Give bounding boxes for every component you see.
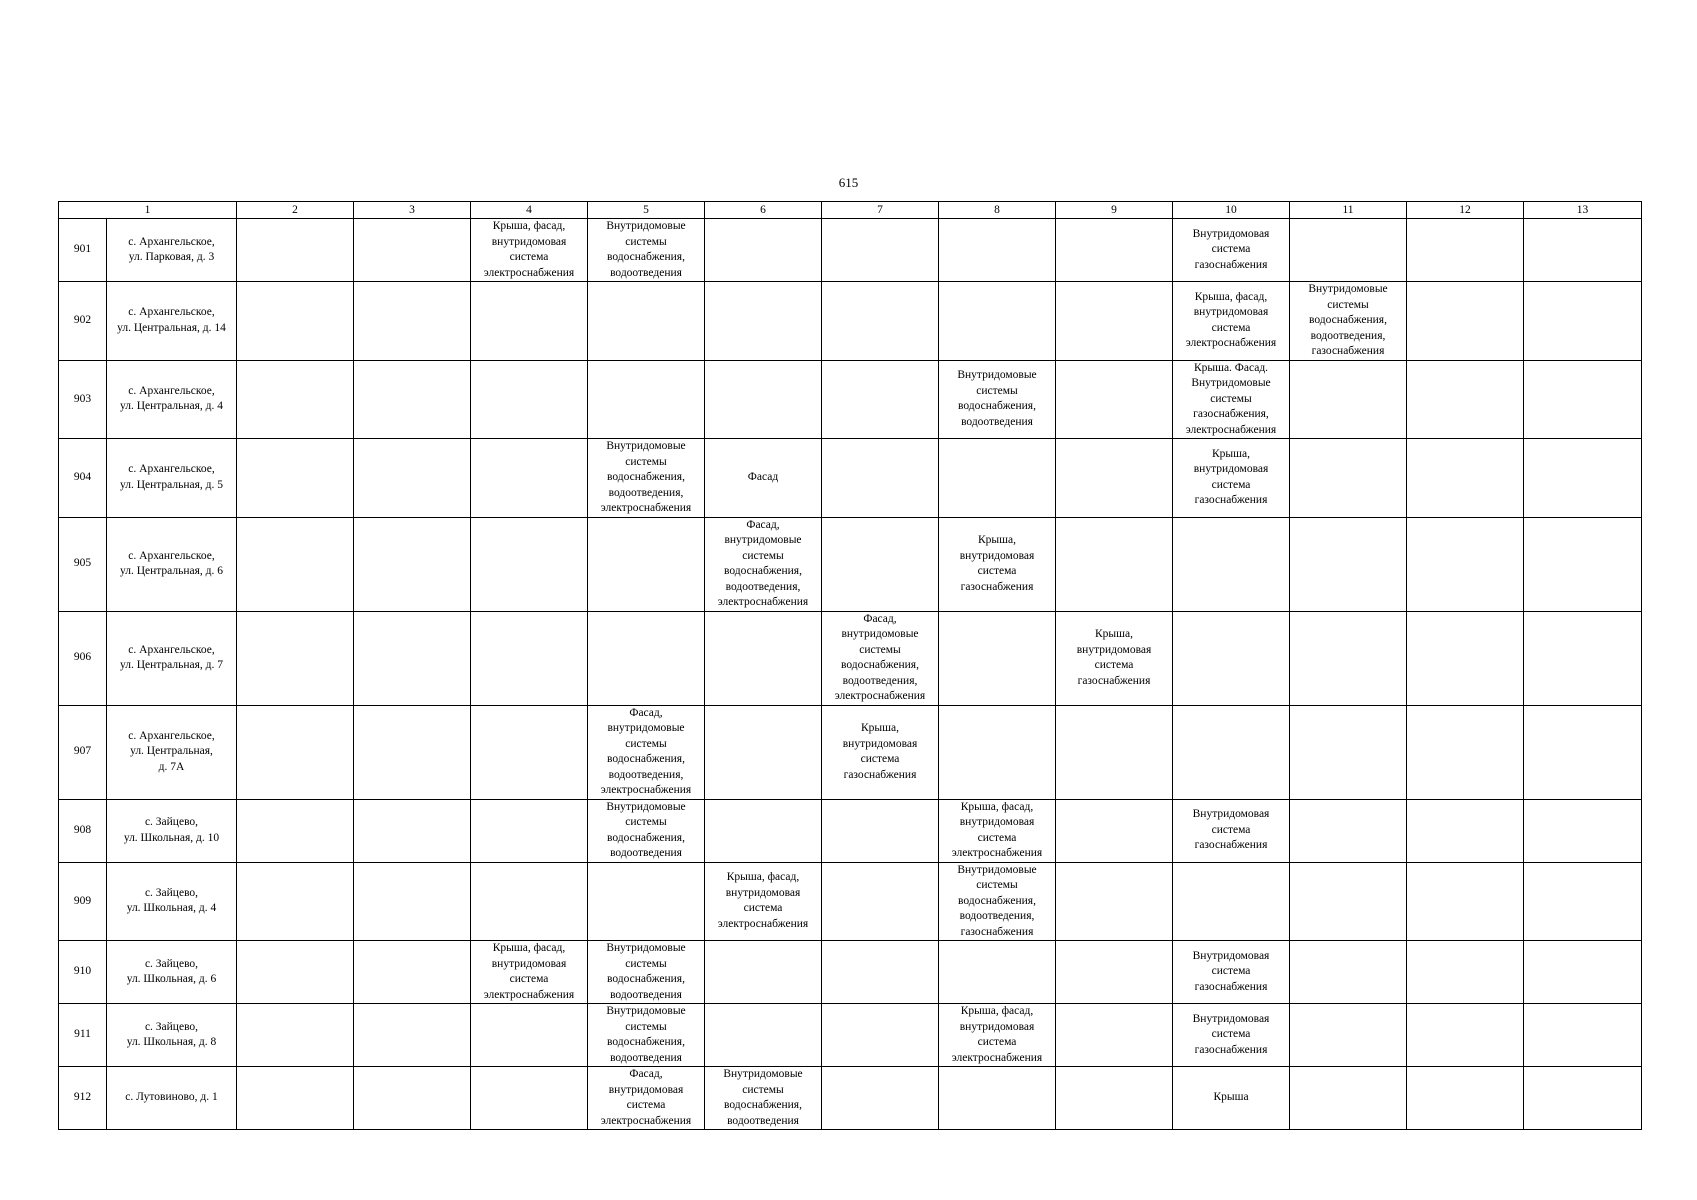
- address-cell: с. Архангельское, ул. Центральная, д. 4: [107, 360, 237, 439]
- row-number: 903: [59, 360, 107, 439]
- work-cell: [1056, 1004, 1173, 1067]
- schedule-table: [58, 201, 1642, 1130]
- address-cell: с. Архангельское, ул. Центральная, д. 7А: [107, 705, 237, 799]
- work-cell: [237, 862, 354, 941]
- work-cell: [471, 1067, 588, 1130]
- row-number: 910: [59, 941, 107, 1004]
- header-cell: 6: [705, 202, 822, 219]
- work-cell: [471, 1004, 588, 1067]
- header-cell: 1: [59, 202, 237, 219]
- work-cell: Внутридомовые системы водоснабжения, водоотведения: [939, 360, 1056, 439]
- work-cell: [1173, 862, 1290, 941]
- work-cell: [1407, 705, 1524, 799]
- header-cell: 8: [939, 202, 1056, 219]
- work-cell: Крыша, фасад, внутридомовая система электроснабжения: [939, 799, 1056, 862]
- work-cell: [1290, 611, 1407, 705]
- work-cell: Внутридомовые системы водоснабжения, водоотведения, электроснабжения: [588, 439, 705, 518]
- address-cell: с. Архангельское, ул. Центральная, д. 6: [107, 517, 237, 611]
- work-cell: [1407, 517, 1524, 611]
- work-cell: [471, 517, 588, 611]
- work-cell: [1524, 705, 1642, 799]
- work-cell: [1407, 611, 1524, 705]
- work-cell: Фасад, внутридомовые системы водоснабжения, водоотведения, электроснабжения: [588, 705, 705, 799]
- table-row: [59, 799, 1642, 862]
- work-cell: Внутридомовые системы водоснабжения, водоотведения: [588, 799, 705, 862]
- work-cell: [1290, 705, 1407, 799]
- address-cell: с. Архангельское, ул. Центральная, д. 7: [107, 611, 237, 705]
- table-row: [59, 360, 1642, 439]
- row-number: 901: [59, 219, 107, 282]
- work-cell: [822, 282, 939, 361]
- work-cell: [237, 439, 354, 518]
- work-cell: [822, 360, 939, 439]
- work-cell: Внутридомовая система газоснабжения: [1173, 799, 1290, 862]
- work-cell: [1056, 517, 1173, 611]
- work-cell: [1407, 282, 1524, 361]
- work-cell: [354, 282, 471, 361]
- work-cell: [705, 705, 822, 799]
- work-cell: [237, 1004, 354, 1067]
- work-cell: [1056, 862, 1173, 941]
- work-cell: [471, 360, 588, 439]
- row-number: 908: [59, 799, 107, 862]
- work-cell: Крыша: [1173, 1067, 1290, 1130]
- work-cell: Крыша, внутридомовая система газоснабжения: [822, 705, 939, 799]
- work-cell: [939, 282, 1056, 361]
- work-cell: [822, 862, 939, 941]
- work-cell: [939, 705, 1056, 799]
- work-cell: [1290, 517, 1407, 611]
- header-cell: 11: [1290, 202, 1407, 219]
- address-cell: с. Зайцево, ул. Школьная, д. 6: [107, 941, 237, 1004]
- work-cell: [1407, 360, 1524, 439]
- work-cell: [1056, 360, 1173, 439]
- work-cell: [237, 219, 354, 282]
- work-cell: [1056, 941, 1173, 1004]
- work-cell: [1407, 862, 1524, 941]
- header-cell: 9: [1056, 202, 1173, 219]
- work-cell: Внутридомовые системы водоснабжения, водоотведения, газоснабжения: [939, 862, 1056, 941]
- work-cell: [588, 360, 705, 439]
- work-cell: [705, 282, 822, 361]
- work-cell: [1407, 1004, 1524, 1067]
- work-cell: Внутридомовые системы водоснабжения, водоотведения: [705, 1067, 822, 1130]
- work-cell: [354, 705, 471, 799]
- work-cell: [1290, 360, 1407, 439]
- work-cell: [1524, 1004, 1642, 1067]
- page-number: 615: [838, 175, 859, 190]
- work-cell: [354, 611, 471, 705]
- table-row: [59, 611, 1642, 705]
- work-cell: [1524, 360, 1642, 439]
- table-row: [59, 517, 1642, 611]
- work-cell: [1407, 439, 1524, 518]
- work-cell: [1524, 862, 1642, 941]
- work-cell: [1056, 439, 1173, 518]
- address-cell: с. Зайцево, ул. Школьная, д. 4: [107, 862, 237, 941]
- work-cell: [354, 517, 471, 611]
- work-cell: [822, 1067, 939, 1130]
- work-cell: [822, 799, 939, 862]
- work-cell: [1173, 611, 1290, 705]
- row-number: 909: [59, 862, 107, 941]
- work-cell: [1290, 862, 1407, 941]
- work-cell: Фасад, внутридомовая система электроснабжения: [588, 1067, 705, 1130]
- work-cell: [822, 1004, 939, 1067]
- work-cell: Крыша, внутридомовая система газоснабжения: [1173, 439, 1290, 518]
- work-cell: [237, 360, 354, 439]
- work-cell: [354, 219, 471, 282]
- work-cell: [1290, 799, 1407, 862]
- table-row: [59, 219, 1642, 282]
- work-cell: [588, 517, 705, 611]
- work-cell: [1173, 517, 1290, 611]
- header-cell: 2: [237, 202, 354, 219]
- table-row: [59, 439, 1642, 518]
- work-cell: [705, 219, 822, 282]
- work-cell: [1524, 611, 1642, 705]
- work-cell: Фасад, внутридомовые системы водоснабжения, водоотведения, электроснабжения: [705, 517, 822, 611]
- address-cell: с. Зайцево, ул. Школьная, д. 10: [107, 799, 237, 862]
- work-cell: [1524, 219, 1642, 282]
- work-cell: [822, 517, 939, 611]
- header-cell: 4: [471, 202, 588, 219]
- work-cell: [822, 439, 939, 518]
- header-row: [59, 202, 1642, 219]
- work-cell: [471, 611, 588, 705]
- work-cell: [354, 862, 471, 941]
- work-cell: [705, 941, 822, 1004]
- row-number: 911: [59, 1004, 107, 1067]
- work-cell: [471, 799, 588, 862]
- work-cell: Крыша, фасад, внутридомовая система электроснабжения: [471, 219, 588, 282]
- work-cell: [1056, 282, 1173, 361]
- work-cell: [705, 360, 822, 439]
- work-cell: [939, 439, 1056, 518]
- work-cell: Фасад: [705, 439, 822, 518]
- row-number: 912: [59, 1067, 107, 1130]
- work-cell: [705, 1004, 822, 1067]
- work-cell: [1056, 219, 1173, 282]
- work-cell: [588, 862, 705, 941]
- work-cell: [1524, 517, 1642, 611]
- work-cell: [354, 941, 471, 1004]
- address-cell: с. Архангельское, ул. Центральная, д. 5: [107, 439, 237, 518]
- header-cell: 3: [354, 202, 471, 219]
- work-cell: Крыша, фасад, внутридомовая система электроснабжения: [705, 862, 822, 941]
- work-cell: [705, 799, 822, 862]
- work-cell: [1290, 941, 1407, 1004]
- address-cell: с. Архангельское, ул. Парковая, д. 3: [107, 219, 237, 282]
- work-cell: [354, 360, 471, 439]
- work-cell: [1407, 219, 1524, 282]
- work-cell: Внутридомовые системы водоснабжения, водоотведения: [588, 219, 705, 282]
- work-cell: [237, 941, 354, 1004]
- address-cell: с. Архангельское, ул. Центральная, д. 14: [107, 282, 237, 361]
- row-number: 905: [59, 517, 107, 611]
- work-cell: [237, 1067, 354, 1130]
- work-cell: Внутридомовые системы водоснабжения, водоотведения, газоснабжения: [1290, 282, 1407, 361]
- work-cell: Крыша, фасад, внутридомовая система электроснабжения: [1173, 282, 1290, 361]
- header-cell: 10: [1173, 202, 1290, 219]
- row-number: 907: [59, 705, 107, 799]
- table-row: [59, 941, 1642, 1004]
- work-cell: [471, 439, 588, 518]
- work-cell: Крыша, внутридомовая система газоснабжения: [939, 517, 1056, 611]
- work-cell: [1524, 439, 1642, 518]
- work-cell: [1290, 439, 1407, 518]
- work-cell: [939, 219, 1056, 282]
- work-cell: [1524, 941, 1642, 1004]
- header-cell: 13: [1524, 202, 1642, 219]
- row-number: 906: [59, 611, 107, 705]
- table-row: [59, 705, 1642, 799]
- work-cell: [588, 282, 705, 361]
- work-cell: [1524, 1067, 1642, 1130]
- work-cell: [588, 611, 705, 705]
- work-cell: Внутридомовая система газоснабжения: [1173, 941, 1290, 1004]
- work-cell: [237, 611, 354, 705]
- table-row: [59, 1067, 1642, 1130]
- work-cell: [1407, 1067, 1524, 1130]
- work-cell: [1290, 219, 1407, 282]
- work-cell: [939, 1067, 1056, 1130]
- row-number: 904: [59, 439, 107, 518]
- work-cell: [354, 1067, 471, 1130]
- work-cell: [471, 862, 588, 941]
- work-cell: Внутридомовые системы водоснабжения, водоотведения: [588, 941, 705, 1004]
- work-cell: [471, 705, 588, 799]
- work-cell: [237, 282, 354, 361]
- work-cell: [471, 282, 588, 361]
- table-row: [59, 862, 1642, 941]
- table-row: [59, 1004, 1642, 1067]
- work-cell: Крыша, внутридомовая система газоснабжения: [1056, 611, 1173, 705]
- work-cell: [1524, 799, 1642, 862]
- work-cell: Крыша, фасад, внутридомовая система электроснабжения: [939, 1004, 1056, 1067]
- work-cell: Фасад, внутридомовые системы водоснабжения, водоотведения, электроснабжения: [822, 611, 939, 705]
- work-cell: [237, 705, 354, 799]
- work-cell: [237, 517, 354, 611]
- address-cell: с. Лутовиново, д. 1: [107, 1067, 237, 1130]
- header-cell: 12: [1407, 202, 1524, 219]
- work-cell: [1056, 1067, 1173, 1130]
- work-cell: [1056, 705, 1173, 799]
- work-cell: Крыша. Фасад. Внутридомовые системы газоснабжения, электроснабжения: [1173, 360, 1290, 439]
- table-row: [59, 282, 1642, 361]
- work-cell: Внутридомовые системы водоснабжения, водоотведения: [588, 1004, 705, 1067]
- work-cell: [1524, 282, 1642, 361]
- work-cell: [939, 611, 1056, 705]
- work-cell: [705, 611, 822, 705]
- header-cell: 5: [588, 202, 705, 219]
- work-cell: [939, 941, 1056, 1004]
- work-cell: [1407, 799, 1524, 862]
- work-cell: [1290, 1004, 1407, 1067]
- work-cell: Внутридомовая система газоснабжения: [1173, 1004, 1290, 1067]
- work-cell: Крыша, фасад, внутридомовая система электроснабжения: [471, 941, 588, 1004]
- work-cell: [1056, 799, 1173, 862]
- work-cell: [237, 799, 354, 862]
- work-cell: Внутридомовая система газоснабжения: [1173, 219, 1290, 282]
- work-cell: [1407, 941, 1524, 1004]
- work-cell: [354, 1004, 471, 1067]
- work-cell: [822, 941, 939, 1004]
- work-cell: [354, 439, 471, 518]
- work-cell: [354, 799, 471, 862]
- address-cell: с. Зайцево, ул. Школьная, д. 8: [107, 1004, 237, 1067]
- work-cell: [822, 219, 939, 282]
- row-number: 902: [59, 282, 107, 361]
- work-cell: [1173, 705, 1290, 799]
- header-cell: 7: [822, 202, 939, 219]
- work-cell: [1290, 1067, 1407, 1130]
